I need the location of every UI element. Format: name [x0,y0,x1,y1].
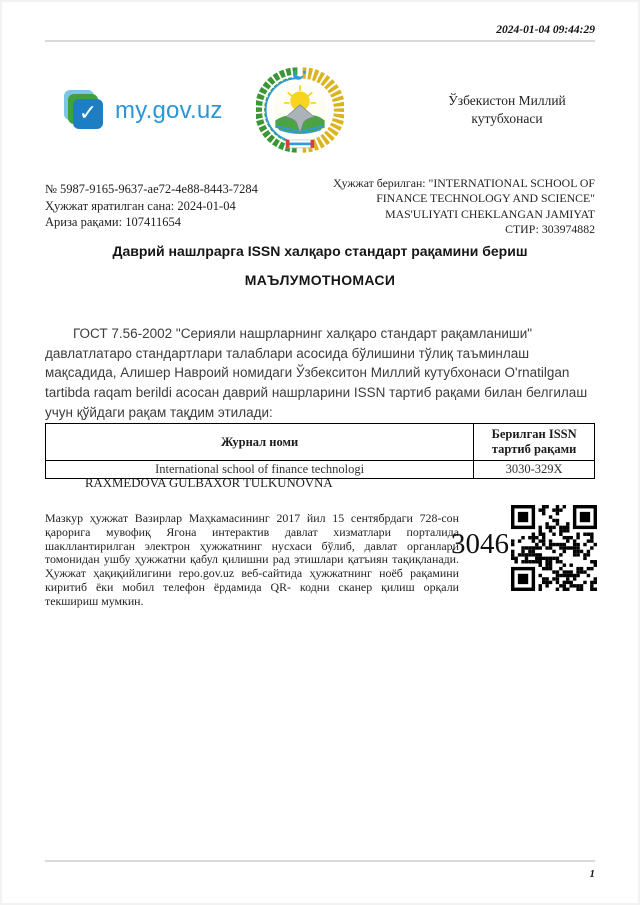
intro-paragraph: ГОСТ 7.56-2002 "Серияли нашрларнинг халқаро стандарт рақамланиши" давлатлатаро стандартлари талаблари асосида бўлишини тўлиқ таъминлаш мақсадида, Алишер Навроий номидаги Ўзбекситон Миллий кутубхонаси O'rnatilgan tartibda raqam berildi асосан даврий нашрларини ISSN тартиб рақами билан белгилаш учун қўйдаги рақам тақдим этилади: [45,326,588,420]
column-header-issn: Берилган ISSN тартиб рақами [474,424,595,461]
doc-info-right [303,176,595,237]
mygovuz-logo-icon [64,90,106,132]
page-number: 1 [589,868,595,880]
issn-table [45,423,595,479]
column-header-journal-name: Журнал номи [46,424,474,461]
document-title: Даврий нашлрарга ISSN халқаро стандарт рақамини бериш [112,243,528,259]
header-divider [45,40,595,42]
table-header-row [46,424,595,461]
mygovuz-logo [64,90,223,132]
doc-number: № 5987-9165-9637-ae72-4e88-8443-7284 [45,182,258,196]
doc-info-left [45,181,258,231]
uzbekistan-emblem-icon [256,66,344,154]
print-timestamp: 2024-01-04 09:44:29 [496,24,595,36]
qr-code [511,505,597,591]
verification-code: 3046 [451,528,509,560]
applicant-name: RAXMEDOVA GULBAXOR TULKUNOVNA [85,476,333,490]
tax-id: СТИР: 303974882 [505,221,595,236]
journal-name-cell: International school of finance technologi [46,461,474,479]
logo-checkmark-icon: ✓ [73,99,103,129]
issn-cell: 3030-329X [474,461,595,479]
doc-created-date: Ҳужжат яратилган сана: 2024-01-04 [45,198,236,213]
footer-divider [45,860,595,862]
library-name: Ўзбекистон Миллий кутубхонаси [448,93,566,127]
mygovuz-logo-text: my.gov.uz [115,97,223,124]
application-number: Ариза рақами: 107411654 [45,215,181,230]
issued-to: Ҳужжат берилган: "INTERNATIONAL SCHOOL OF FINANCE TECHNOLOGY AND SCIENCE" MAS'ULIYATI CHEKLANGAN JAMIYAT [333,176,595,221]
document-subtitle: МАЪЛУМОТНОМАСИ [244,272,396,288]
legal-paragraph: Мазкур ҳужжат Вазирлар Маҳкамасининг 2017 йил 15 сентябрдаги 728-сон қарорига мувофиқ Ягона интерактив давлат хизматлари порталида шакллантирилган электрон ҳужжатнинг нусхаси бўлиб, давлат органлари томонидан ушбу ҳужжатни қабул қилишни рад этишлари қатъиян тақиқланади. Ҳужжат ҳақиқийлигини repo.gov.uz веб-сайтида ҳужжатнинг ноёб рақамини киритиб ёки мобил телефон ёрдамида QR- кодни сканер қилиш орқали текшириш мумкин. [45,511,459,608]
